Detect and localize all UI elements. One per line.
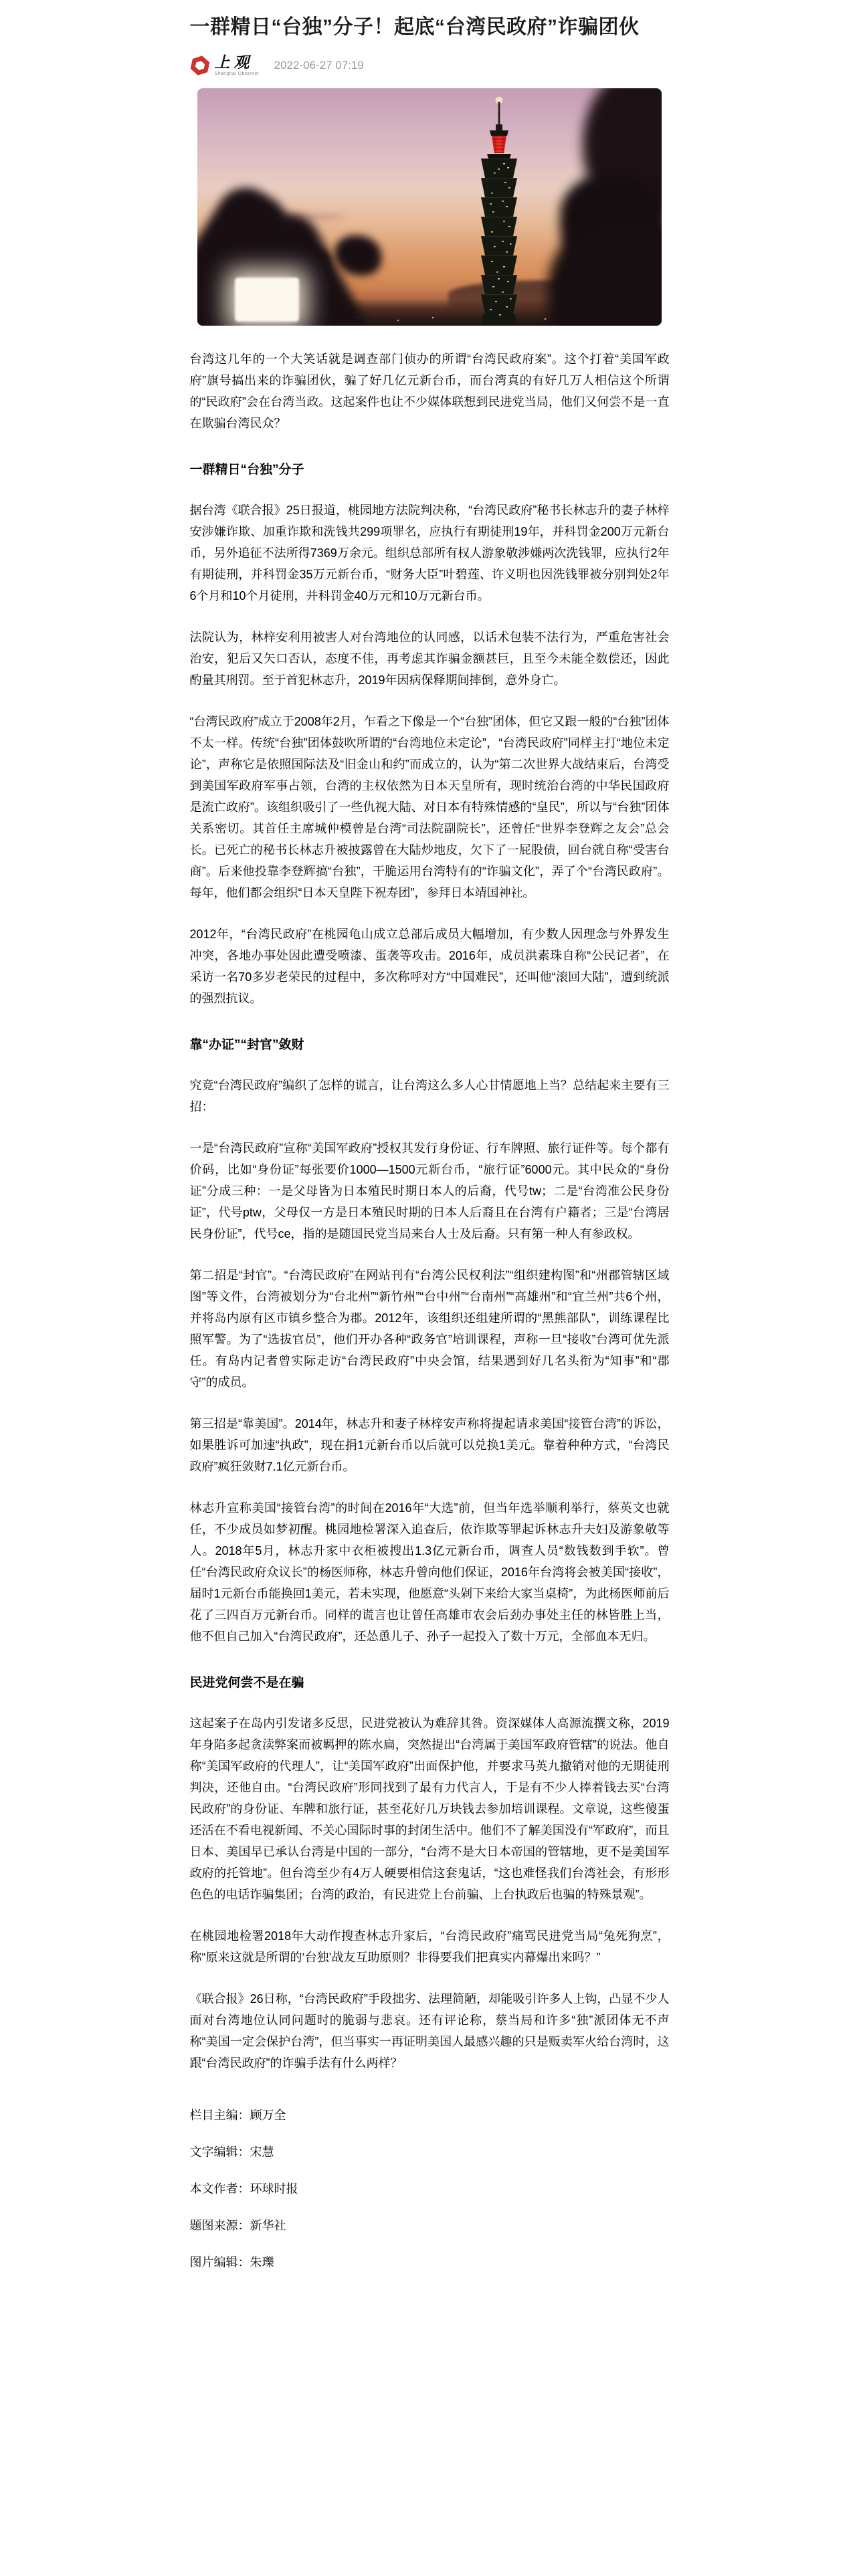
article-paragraph: 在桃园地检署2018年大动作搜查林志升家后，“台湾民政府”痛骂民进党当局“兔死狗烹”，称“原来这就是所谓的‘台独’战友互助原则？非得要我们把真实内幕爆出来吗？” [189,1929,670,1964]
publish-time: 2022-06-27 07:19 [274,58,364,72]
photographer-silhouette-left-hand [335,235,381,276]
taipei-101-tower [452,94,546,324]
camera-screen-glow [235,278,299,322]
page-title: 一群精日“台独”分子！起底“台湾民政府”诈骗团伙 [189,16,640,38]
article-paragraph: 《联合报》26日称，“台湾民政府”手段拙劣、法理简陋，却能吸引许多人上钩，凸显不少人面对台湾地位认同问题时的脆弱与悲哀。还有评论称，蔡当局和许多“独”派团体无不声称“美国一定会保护台湾”，但当事实一再证明美国人最感兴趣的只是贩卖军火给台湾时，这跟“台湾民政府”的诈骗手法有什么两样？ [189,1992,670,2070]
article-paragraph: “台湾民政府”成立于2008年2月，乍看之下像是一个“台独”团体，但它又跟一般的“台独”团体不太一样。传统“台独”团体鼓吹所谓的“台湾地位未定论”，“台湾民政府”同样主打“地位未定论”，声称它是依照国际法及“旧金山和约”而成立的，认为“第二次世界大战结束后，台湾受到美国军政府军事占领，台湾的主权依然为日本天皇所有，现时统治台湾的中华民国政府是流亡政府”。该组织吸引了一些仇视大陆、对日本有特殊情感的“皇民”，所以与“台独”团体关系密切。其首任主席城仲模曾是台湾“司法院副院长”，还曾任“世界李登辉之友会”总会长。已死亡的秘书长林志升被披露曾在大陆炒地皮，欠下了一屁股债，回台就自称“受害台商”。后来他投靠李登辉搞“台独”，干脆运用台湾特有的“诈骗文化”，弄了个“台湾民政府”。每年，他们都会组织“日本天皇陛下祝寿团”，参拜日本靖国神社。 [189,714,670,899]
credit-line: 栏目主编：顾万全 [189,2108,286,2122]
credit-line: 本文作者：环球时报 [189,2181,298,2195]
hexagon-ring-icon [190,55,210,76]
article-paragraph: 台湾这几年的一个大笑话就是调查部门侦办的所谓“台湾民政府案”。这个打着“美国军政府”旗号搞出来的诈骗团伙，骗了好几亿元新台币，而台湾真的有好几万人相信这个所谓的“民政府”会在台湾当政。这起案件也让不少媒体联想到民进党当局，他们又何尝不是一直在欺骗台湾民众？ [189,352,670,430]
article-paragraph: 究竟“台湾民政府”编织了怎样的谎言，让台湾这么多人心甘情愿地上当？总结起来主要有三招： [189,1078,670,1113]
article-body [190,348,670,2074]
article-paragraph: 这起案子在岛内引发诸多反思，民进党被认为难辞其咎。资深媒体人高源流撰文称，2019年身陷多起贪渎弊案而被羁押的陈水扁，突然提出“台湾属于美国军政府管辖”的说法。他自称“美国军政府的代理人”，让“美国军政府”出面保护他，并要求马英九撤销对他的无期徒刑判决，还他自由。“台湾民政府”形同找到了最有力代言人，于是有不少人捧着钱去买“台湾民政府”的身份证、车牌和旅行证，甚至花好几万块钱去参加培训课程。文章说，这些傻蛋还活在不看电视新闻、不关心国际时事的封闭生活中。他们不了解美国没有“军政府”，而且日本、美国早已承认台湾是中国的一部分，“台湾不是大日本帝国的管辖地，更不是美国军政府的托管地”。但台湾至少有4万人硬要相信这套鬼话，“这也难怪我们台湾社会，有形形色色的电话诈骗集团；台湾的政治，有民进党上台前骗、上台执政后也骗的特殊景观”。 [189,1716,670,1901]
credit-line: 文字编辑：宋慧 [189,2145,274,2159]
article-credits [190,2105,670,2536]
article-paragraph: 据台湾《联合报》25日报道，桃园地方法院判决称，“台湾民政府”秘书长林志升的妻子林梓安涉嫌诈欺、加重诈欺和洗钱共299项罪名，应执行有期徒刑19年，并科罚金200万元新台币，另外追征不法所得7369万余元。组织总部所有权人游象敬涉嫌两次洗钱罪，应执行2年有期徒刑，并科罚金35万元新台币，“财务大臣”叶碧莲、许义明也因洗钱罪被分别判处2年6个月和10个月徒刑，并科罚金40万元和10万元新台币。 [189,503,670,603]
brand-name: 上观 [214,53,254,71]
article-paragraph: 法院认为，林梓安利用被害人对台湾地位的认同感，以话术包装不法行为，严重危害社会治安，犯后又矢口否认，态度不佳，再考虑其诈骗金额甚巨，且至今未能全数偿还，因此酌量其刑罚。至于首犯林志升，2019年因病保释期间摔倒，意外身亡。 [189,630,670,687]
section-heading: 靠“办证”“封官”敛财 [189,1037,304,1052]
article-paragraph: 一是“台湾民政府”宣称“美国军政府”授权其发行身份证、行车牌照、旅行证件等。每个都有价码，比如“身份证”每张要价1000—1500元新台币，“旅行证”6000元。其中民众的“身份证”分成三种：一是父母皆为日本殖民时期日本人的后裔，代号tw；二是“台湾准公民身份证”，代号ptw，父母仅一方是日本殖民时期的日本人后裔且在台湾有户籍者；三是“台湾居民身份证”，代号ce，指的是随国民党当局来台人士及后裔。只有第一种人有参政权。 [189,1141,670,1241]
section-heading: 一群精日“台独”分子 [189,462,304,477]
section-heading: 民进党何尝不是在骗 [189,1675,304,1690]
logo-text [215,55,260,76]
article-paragraph: 第三招是“靠美国”。2014年，林志升和妻子林梓安声称将提起请求美国“接管台湾”的诉讼，如果胜诉可加速“执政”，现在捐1元新台币以后就可以兑换1美元。靠着种种方式，“台湾民政府”疯狂敛财7.1亿元新台币。 [189,1416,670,1473]
byline [190,51,670,80]
article-paragraph: 林志升宣称美国“接管台湾”的时间在2016年“大选”前，但当年选举顺利举行，蔡英文也就任，不少成员如梦初醒。桃园地检署深入追查后，依诈欺等罪起诉林志升夫妇及游象敬等人。2018年5月，林志升家中衣柜被搜出1.3亿元新台币，调查人员“数钱数到手软”。曾任“台湾民政府众议长”的杨医师称，林志升曾向他们保证，2016年台湾将会被美国“接收”，届时1元新台币能换回1美元，若未实现，他愿意“头剁下来给大家当桌椅”，为此杨医师前后花了三四百万元新台币。同样的谎言也让曾任高雄市农会后劲办事处主任的林皆胜上当，他不但自己加入“台湾民政府”，还怂恿儿子、孙子一起投入了数十万元，全部血本无归。 [189,1501,670,1643]
hero-image [197,88,662,326]
article-paragraph: 第二招是“封官”。“台湾民政府”在网站刊有“台湾公民权利法”“组织建构图”和“州郡管辖区域图”等文件，台湾被划分为“台北州”“新竹州”“台中州”“台南州”“高雄州”和“宜兰州”共6个州，并将岛内原有区市镇乡整合为郡。2012年，该组织还组建所谓的“黑熊部队”，训练课程比照军警。为了“选拔官员”，他们开办各种“政务官”培训课程，声称一旦“接收”台湾可优先派任。有岛内记者曾实际走访“台湾民政府”中央会馆，结果遇到好几名头衔为“知事”和“郡守”的成员。 [189,1268,670,1389]
article-page [190,0,670,2536]
brand-name-en: Shanghai Observer [214,71,260,76]
credit-line: 题图来源：新华社 [189,2218,286,2232]
shobserver-logo[interactable] [190,55,260,76]
credit-line: 图片编辑：朱瓅 [189,2255,274,2269]
article-paragraph: 2012年，“台湾民政府”在桃园龟山成立总部后成员大幅增加，有少数人因理念与外界发生冲突，各地办事处因此遭受喷漆、蛋袭等攻击。2016年，成员洪素珠自称“公民记者”，在采访一名70多岁老荣民的过程中，多次称呼对方“中国难民”，还叫他“滚回大陆”，遭到统派的强烈抗议。 [189,927,670,1005]
